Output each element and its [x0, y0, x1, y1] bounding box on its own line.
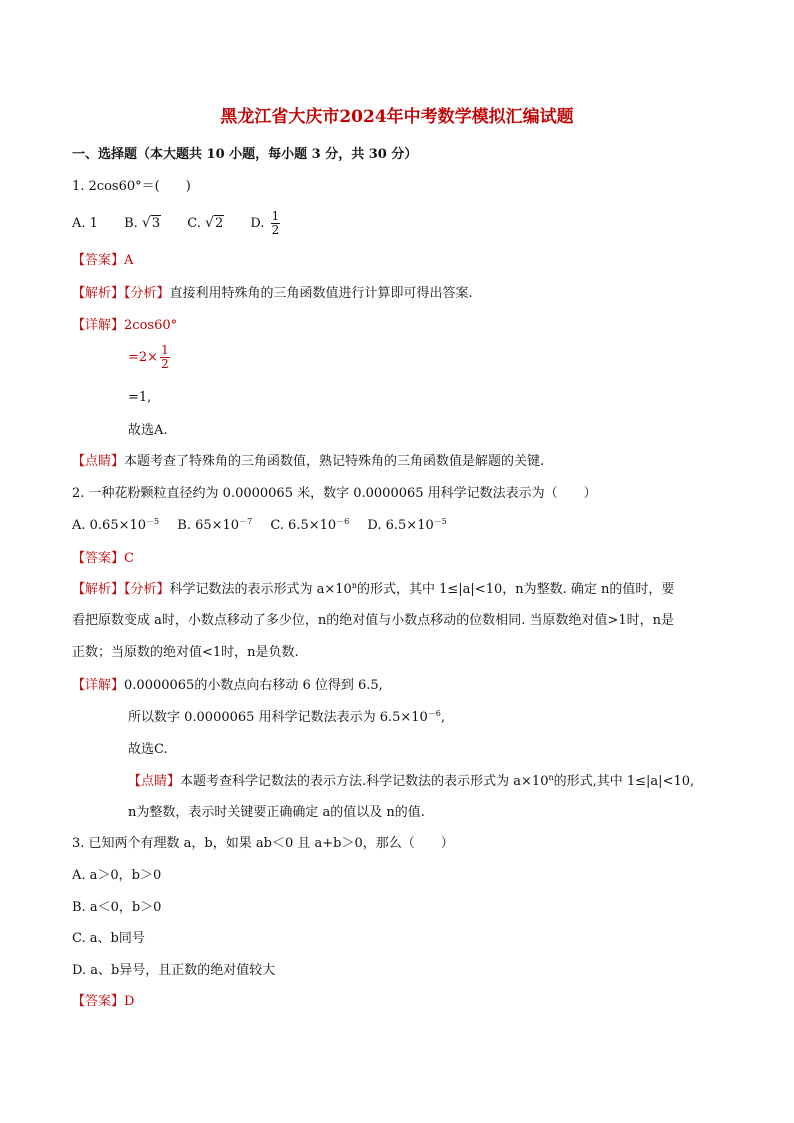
answer-tag: 【答案】	[72, 253, 125, 268]
q1-option-a: A. 1	[72, 216, 98, 231]
q2-answer	[72, 550, 134, 567]
point-text-1b: 的形式,其中 1≤|a|<10,	[553, 774, 695, 789]
q1-options	[72, 206, 282, 240]
point-text: 本题考查了特殊角的三角函数值，熟记特殊角的三角函数值是解题的关键.	[124, 454, 545, 469]
q2-point-line-1	[128, 773, 694, 791]
answer-value: C	[124, 551, 134, 566]
point-tag: 【点睛】	[72, 454, 125, 469]
q2-option-b-base: B. 65×10	[177, 518, 240, 533]
q2-option-a-exp: －5	[146, 517, 160, 526]
q1-option-b-radicand: 3	[151, 216, 161, 231]
q1-option-d-label: D.	[250, 216, 265, 231]
q1-analysis	[72, 285, 473, 302]
q1-option-c-sqrt: √2	[205, 215, 224, 231]
q2-option-c-exp: －6	[336, 517, 350, 526]
q3-answer	[72, 993, 134, 1010]
q3-option-c: C. a、b同号	[72, 931, 145, 946]
q1-option-b-label: B.	[124, 216, 138, 231]
answer-value: D	[124, 994, 135, 1009]
q1-stem: 1. 2cos60°＝( )	[72, 179, 191, 194]
q1-answer	[72, 252, 133, 269]
q1-option-c-radicand: 2	[214, 216, 224, 231]
detail-line-2-prefix: =2×	[128, 350, 159, 365]
detail-line-2-numerator: 1	[161, 343, 169, 357]
q2-option-c-base: C. 6.5×10	[270, 518, 337, 533]
detail-line-2-denominator: 2	[161, 357, 169, 371]
q3-option-b: B. a＜0，b＞0	[72, 900, 162, 915]
q1-option-d-numerator: 1	[271, 209, 280, 223]
page-title: 黑龙江省大庆市2024年中考数学模拟汇编试题	[220, 107, 574, 127]
q1-option-b-sqrt: √3	[141, 215, 161, 231]
q2-detail-line-3: 故选C.	[128, 742, 168, 757]
detail-line-2a: 所以数字 0.0000065 用科学记数法表示为 6.5×10	[128, 710, 428, 725]
q2-option-d-exp: －5	[433, 517, 447, 526]
q1-detail	[72, 317, 177, 334]
detail-tag: 【详解】	[72, 318, 125, 333]
point-text-1-exp: n	[548, 773, 554, 782]
q2-option-a-base: A. 0.65×10	[72, 518, 147, 533]
analysis-text: 直接利用特殊角的三角函数值进行计算即可得出答案.	[169, 286, 473, 301]
q1-option-c-label: C.	[187, 216, 201, 231]
analysis-tag: 【解析】【分析】	[72, 286, 170, 301]
q1-point	[72, 453, 544, 470]
analysis-text-1a: 科学记数法的表示形式为 a×10	[169, 582, 352, 597]
q2-stem: 2. 一种花粉颗粒直径约为 0.0000065 米，数字 0.0000065 用科学记数法表示为（ ）	[72, 486, 597, 501]
q2-option-a	[72, 518, 159, 533]
analysis-tag: 【解析】【分析】	[72, 582, 170, 597]
detail-line-2-fraction	[160, 344, 170, 371]
q2-analysis-line-3: 正数；当原数的绝对值<1时，n是负数.	[72, 645, 299, 660]
q1-detail-line-2	[128, 340, 172, 376]
q2-detail	[72, 677, 383, 694]
q2-options	[72, 517, 447, 535]
answer-value: A	[124, 253, 134, 268]
q3-stem: 3. 已知两个有理数 a，b，如果 ab＜0 且 a+b＞0，那么（ ）	[72, 836, 454, 851]
q2-analysis-line-1	[72, 581, 674, 599]
q1-option-d-denominator: 2	[271, 223, 280, 237]
q2-option-d	[367, 518, 446, 533]
q1-detail-line-4: 故选A.	[128, 423, 168, 438]
q1-option-d-fraction	[271, 210, 281, 237]
detail-line-2-exp: －6	[427, 709, 441, 718]
q3-option-a: A. a＞0，b＞0	[72, 868, 162, 883]
q1-detail-line-3: =1,	[128, 390, 152, 405]
analysis-text-1b: 的形式，其中 1≤|a|<10，n为整数. 确定 n的值时，要	[357, 582, 675, 597]
point-text-1a: 本题考查科学记数法的表示方法.科学记数法的表示形式为 a×10	[180, 774, 549, 789]
detail-line-2b: ,	[440, 710, 446, 725]
detail-line-1: 2cos60°	[124, 318, 178, 333]
detail-line-1: 0.0000065的小数点向右移动 6 位得到 6.5,	[124, 678, 383, 693]
q2-option-d-base: D. 6.5×10	[367, 518, 434, 533]
analysis-text-1-exp: n	[351, 581, 357, 590]
q3-option-d: D. a、b异号，且正数的绝对值较大	[72, 963, 276, 978]
q2-detail-line-2	[128, 709, 445, 727]
q2-analysis-line-2: 看把原数变成 a时，小数点移动了多少位，n的绝对值与小数点移动的位数相同. 当原数绝对值>1时，n是	[72, 613, 675, 628]
section-heading: 一、选择题（本大题共 10 小题，每小题 3 分，共 30 分）	[72, 147, 418, 162]
q2-point-line-2: n为整数，表示时关键要正确确定 a的值以及 n的值.	[128, 805, 425, 820]
answer-tag: 【答案】	[72, 994, 125, 1009]
detail-tag: 【详解】	[72, 678, 125, 693]
point-tag: 【点睛】	[128, 774, 181, 789]
answer-tag: 【答案】	[72, 551, 125, 566]
q2-option-b	[177, 518, 252, 533]
q2-option-c	[270, 518, 349, 533]
q2-option-b-exp: －7	[239, 517, 253, 526]
